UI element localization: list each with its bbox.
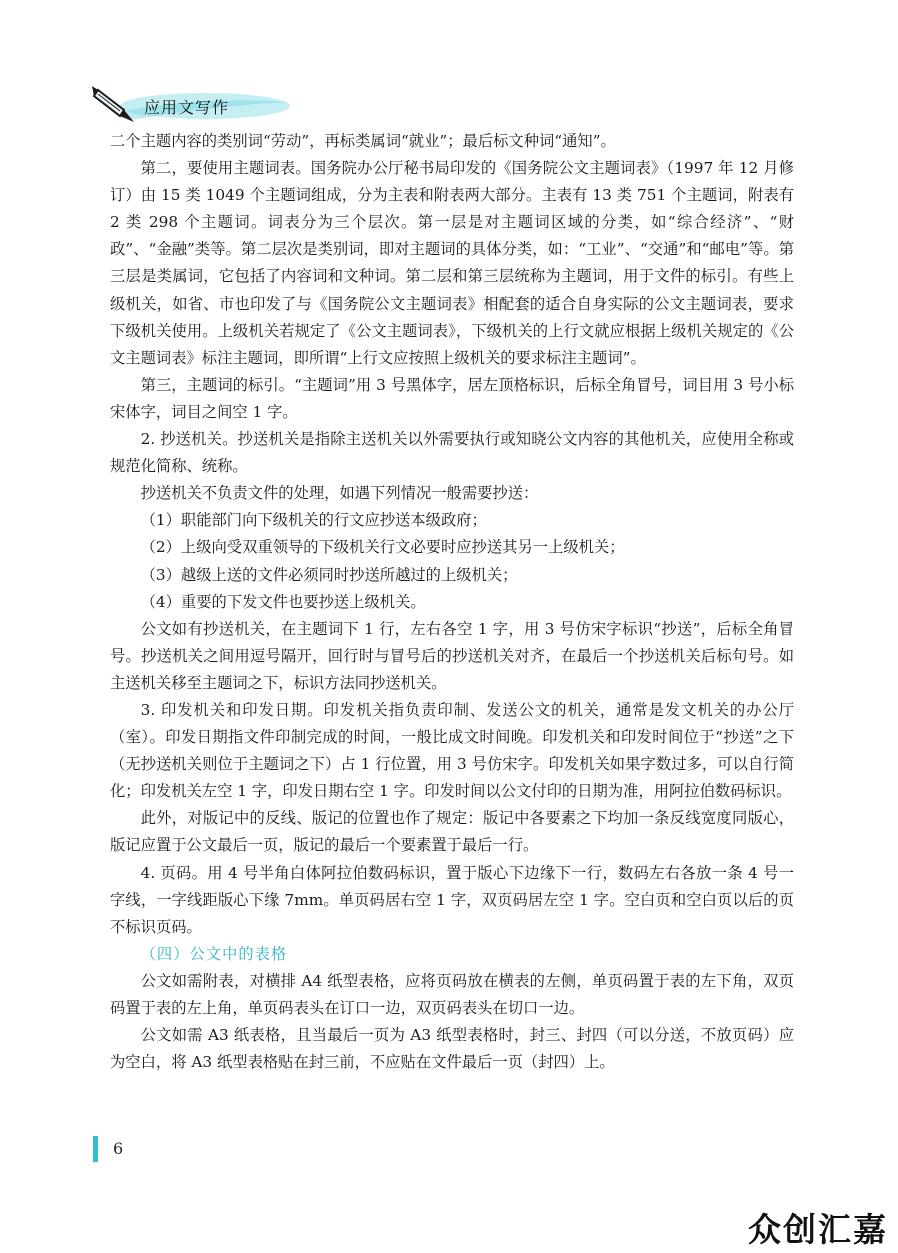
section-heading: （四）公文中的表格	[140, 944, 288, 963]
list-item: （1）职能部门向下级机关的行文应抄送本级政府；	[140, 511, 487, 530]
page-number: 6	[113, 1139, 124, 1158]
list-item: （3）越级上送的文件必须同时抄送所越过的上级机关；	[140, 565, 518, 584]
paragraph: 第二，要使用主题词表。国务院办公厅秘书局印发的《国务院公文主题词表》（1997 年 12 月修订）由 15 类 1049 个主题词组成，分为主表和附表两大部分。主表有 13 类 751 个主题词，附表有 2 类 298 个主题词。词表分为三个层次。第一层是对主题词区域的分类，如“综合经济”、“财政”、“金融”类等。第二层次是类别词，即对主题词的具体分类，如：“工业”、“交通”和“邮电”等。第三层是类属词，它包括了内容词和文种词。第二层和第三层统称为主题词，用于文件的标引。有些上级机关，如省、市也印发了与《国务院公文主题词表》相配套的适合自身实际的公文主题词表，要求下级机关使用。上级机关若规定了《公文主题词表》，下级机关的上行文就应根据上级机关规定的《公文主题词表》标注主题词，即所谓“上行文应按照上级机关的要求标注主题词”。	[110, 159, 794, 367]
paragraph: 抄送机关不负责文件的处理，如遇下列情况一般需要抄送：	[140, 484, 539, 503]
header-title: 应用文写作	[144, 98, 230, 117]
paragraph: 公文如需 A3 纸表格，且当最后一页为 A3 纸型表格时，封三、封四（可以分送，不放页码）应为空白，将 A3 纸型表格贴在封三前，不应贴在文件最后一页（封四）上。	[110, 1026, 794, 1072]
list-item: （4）重要的下发文件也要抄送上级机关。	[140, 592, 426, 611]
page-header	[90, 76, 290, 132]
paragraph: 2. 抄送机关。抄送机关是指除主送机关以外需要执行或知晓公文内容的其他机关，应使用全称或规范化简称、统称。	[110, 430, 794, 476]
paragraph: 3. 印发机关和印发日期。印发机关指负责印制、发送公文的机关，通常是发文机关的办公厅（室）。印发日期指文件印制完成的时间，一般比成文时间晚。印发机关和印发时间位于“抄送”之下（无抄送机关则位于主题词之下）占 1 行位置，用 3 号仿宋字。印发机关如果字数过多，可以自行简化；印发机关左空 1 字，印发日期右空 1 字。印发时间以公文付印的日期为准，用阿拉伯数码标识。	[110, 700, 794, 801]
page-content	[110, 128, 794, 1076]
paragraph: 公文如有抄送机关，在主题词下 1 行，左右各空 1 字，用 3 号仿宋字标识“抄送”，后标全角冒号。抄送机关之间用逗号隔开，回行时与冒号后的抄送机关对齐，在最后一个抄送机关后标句号。如主送机关移至主题词之下，标识方法同抄送机关。	[110, 619, 794, 692]
list-item: （2）上级向受双重领导的下级机关行文必要时应抄送其另一上级机关；	[140, 538, 625, 557]
page-number-bar	[93, 1136, 98, 1162]
paragraph: 4. 页码。用 4 号半角白体阿拉伯数码标识，置于版心下边缘下一行，数码左右各放一条 4 号一字线，一字线距版心下缘 7mm。单页码居右空 1 字，双页码居左空 1 字。空白页和空白页以后的页不标识页码。	[110, 863, 794, 936]
watermark-logo: 众创汇嘉	[748, 1210, 888, 1249]
paragraph: 二个主题内容的类别词“劳动”，再标类属词“就业”；最后标文种词“通知”。	[110, 132, 616, 150]
paragraph: 公文如需附表，对横排 A4 纸型表格，应将页码放在横表的左侧，单页码置于表的左下角，双页码置于表的左上角，单页码表头在订口一边，双页码表头在切口一边。	[110, 971, 794, 1017]
paragraph: 此外，对版记中的反线、版记的位置也作了规定：版记中各要素之下均加一条反线宽度同版心，版记应置于公文最后一页，版记的最后一个要素置于最后一行。	[110, 809, 794, 855]
paragraph: 第三，主题词的标引。“主题词”用 3 号黑体字，居左顶格标识，后标全角冒号，词目用 3 号小标宋体字，词目之间空 1 字。	[110, 375, 794, 421]
